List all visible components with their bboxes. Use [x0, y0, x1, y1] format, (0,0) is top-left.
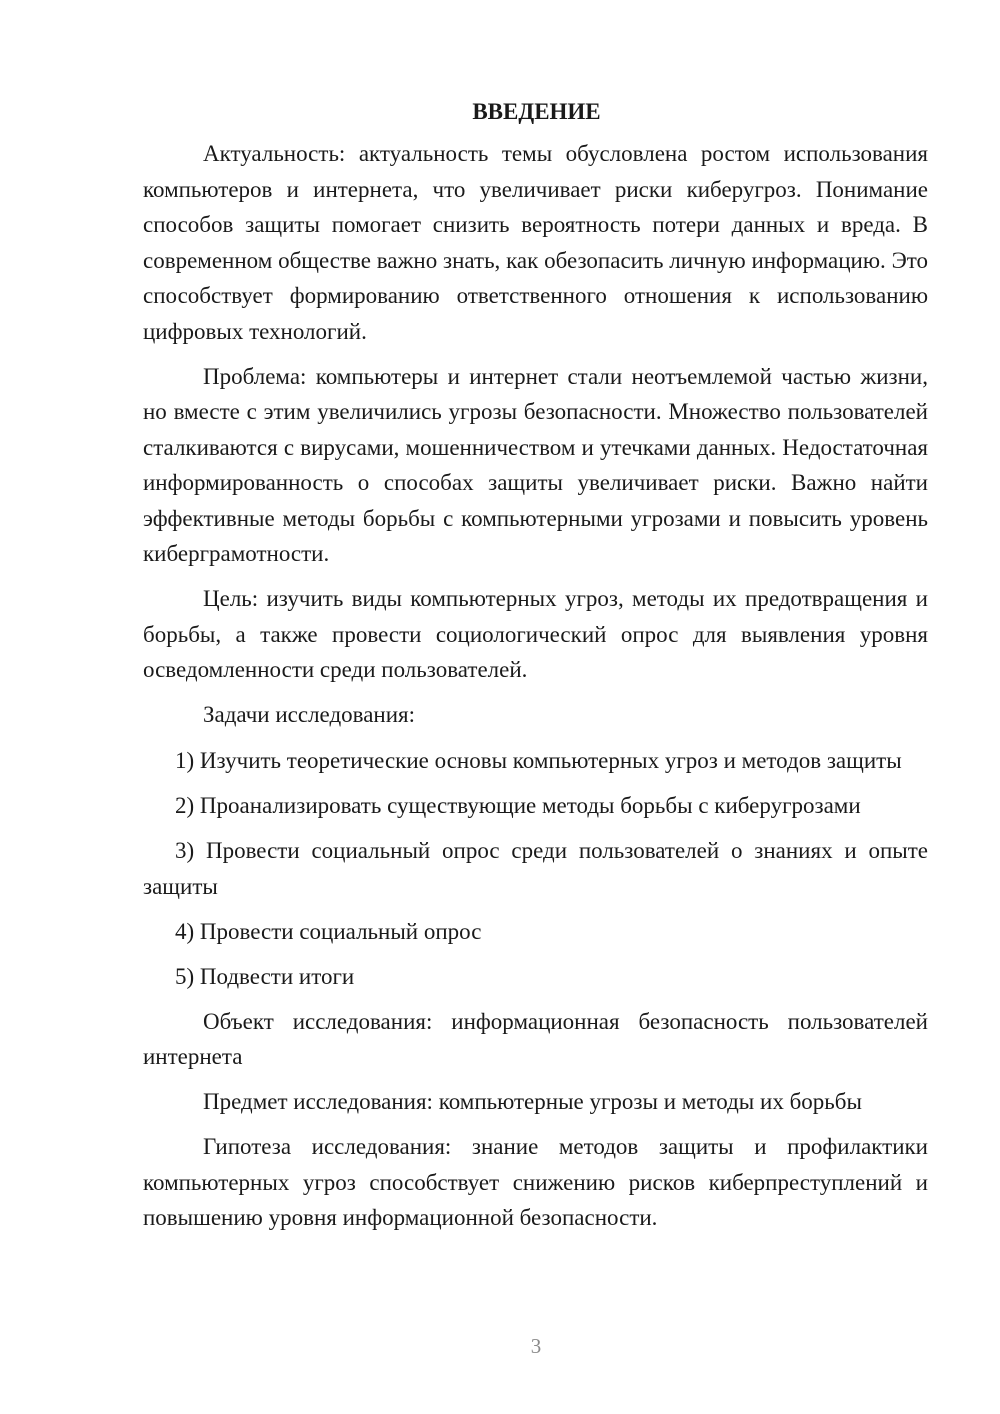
section-title: ВВЕДЕНИЕ: [472, 99, 601, 124]
task-item-3: 3) Провести социальный опрос среди пользователей о знаниях и опыте защиты: [143, 838, 928, 899]
document-body: [143, 94, 928, 1245]
task-item-1: 1) Изучить теоретические основы компьютерных угроз и методов защиты: [175, 748, 902, 773]
task-item-4: 4) Провести социальный опрос: [175, 918, 482, 944]
task-item-5: 5) Подвести итоги: [175, 963, 355, 989]
page-number: 3: [530, 1334, 542, 1358]
goal-paragraph: Цель: изучить виды компьютерных угроз, методы их предотвращения и борьбы, а также провести социологический опрос для выявления уровня осведомленности среди пользователей.: [143, 586, 928, 682]
relevance-paragraph: Актуальность: актуальность темы обусловлена ростом использования компьютеров и интернета, что увеличивает риски киберугроз. Понимание способов защиты помогает снизить вероятность потери данных и вреда. В современном обществе важно знать, как обезопасить личную информацию. Это способствует формированию ответственного отношения к использованию цифровых технологий.: [143, 141, 928, 344]
object-paragraph: Объект исследования: информационная безопасность пользователей интернета: [143, 1008, 928, 1069]
hypothesis-paragraph: Гипотеза исследования: знание методов защиты и профилактики компьютерных угроз способствует снижению рисков киберпреступлений и повышению уровня информационной безопасности.: [143, 1134, 928, 1230]
subject-paragraph: Предмет исследования: компьютерные угрозы и методы их борьбы: [203, 1089, 862, 1114]
task-item-2: 2) Проанализировать существующие методы борьбы с киберугрозами: [175, 793, 861, 818]
problem-paragraph: Проблема: компьютеры и интернет стали неотъемлемой частью жизни, но вместе с этим увеличились угрозы безопасности. Множество пользователей сталкиваются с вирусами, мошенничеством и утечками данных. Недостаточная информированность о способах защиты увеличивает риски. Важно найти эффективные методы борьбы с компьютерными угрозами и повысить уровень киберграмотности.: [143, 363, 928, 566]
tasks-list: [143, 743, 928, 994]
tasks-heading: Задачи исследования:: [203, 702, 416, 727]
